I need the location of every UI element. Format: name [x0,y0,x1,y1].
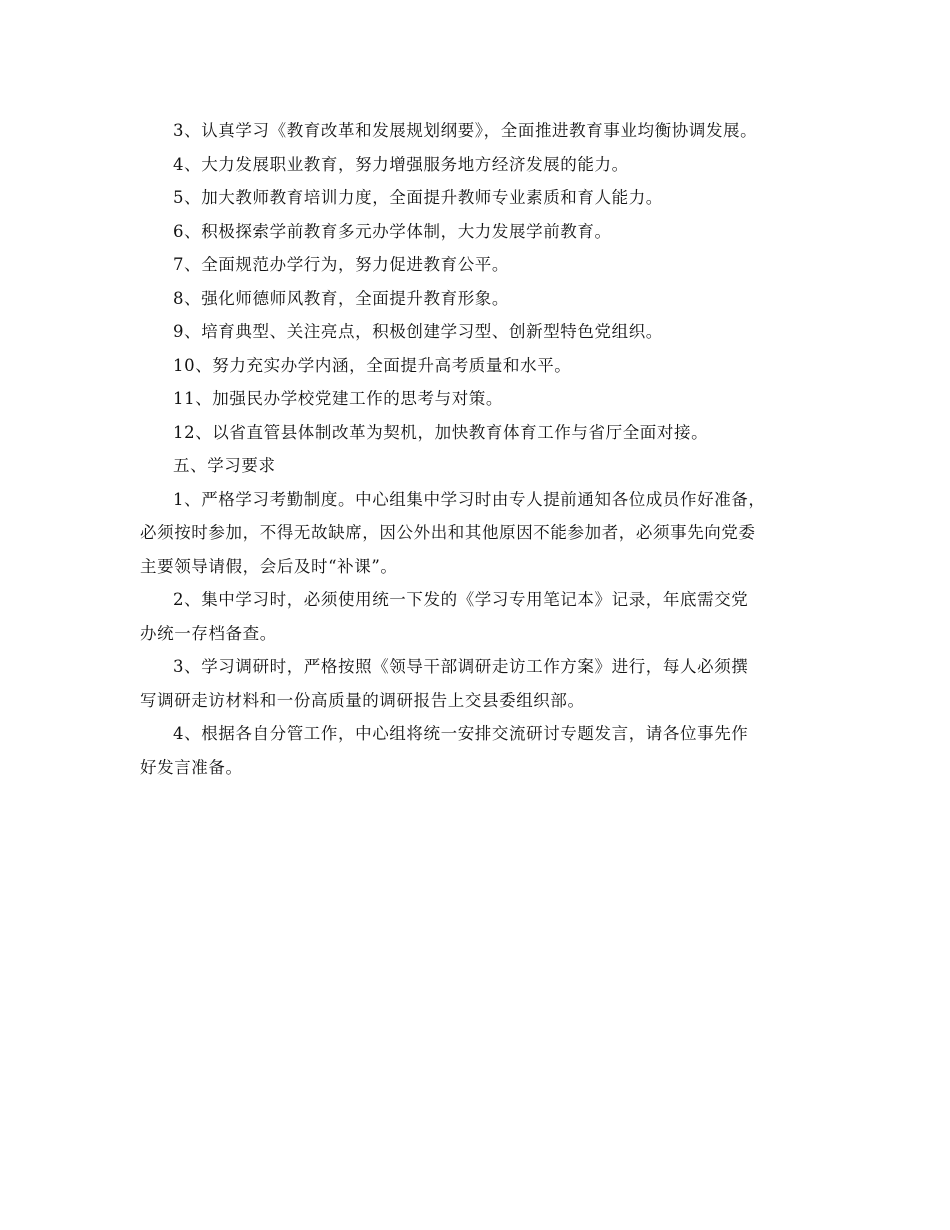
paragraph-line: 写调研走访材料和一份高质量的调研报告上交县委组织部。 [140,690,585,710]
paragraph-line: 1、严格学习考勤制度。中心组集中学习时由专人提前通知各位成员作好准备， [173,489,766,509]
paragraph-line: 必须按时参加，不得无故缺席，因公外出和其他原因不能参加者，必须事先向党委 [140,523,756,542]
paragraph-line: 主要领导请假，会后及时“补课”。 [140,556,398,576]
paragraph-line: 好发言准备。 [140,757,243,777]
list-item: 12、以省直管县体制改革为契机，加快教育体育工作与省厅全面对接。 [173,422,709,442]
paragraph-line: 办统一存档备查。 [140,623,277,643]
list-item: 9、培育典型、关注亮点，积极创建学习型、创新型特色党组织。 [173,322,663,341]
list-item: 8、强化师德师风教育，全面提升教育形象。 [173,288,509,308]
paragraph-line: 2、集中学习时，必须使用统一下发的《学习专用笔记本》记录，年底需交党 [173,590,749,609]
list-item: 3、认真学习《教育改革和发展规划纲要》，全面推进教育事业均衡协调发展。 [173,121,758,140]
paragraph-line: 4、根据各自分管工作，中心组将统一安排交流研讨专题发言，请各位事先作 [173,724,749,743]
list-item: 7、全面规范办学行为，努力促进教育公平。 [173,255,509,274]
paragraph-line: 3、学习调研时，严格按照《领导干部调研走访工作方案》进行，每人必须撰 [173,657,749,676]
list-item: 5、加大教师教育培训力度，全面提升教师专业素质和育人能力。 [173,188,663,207]
requirement-paragraph [140,583,840,650]
list-item: 11、加强民办学校党建工作的思考与对策。 [173,389,503,408]
list-item: 10、努力充实办学内涵，全面提升高考质量和水平。 [173,355,572,375]
requirement-paragraph [140,483,840,584]
list-item: 6、积极探索学前教育多元办学体制，大力发展学前教育。 [173,221,612,241]
requirement-paragraph [140,650,840,717]
section-heading: 五、学习要求 [173,456,276,475]
list-item: 4、大力发展职业教育，努力增强服务地方经济发展的能力。 [173,154,629,174]
document-body [140,114,840,784]
requirement-paragraph [140,717,840,784]
